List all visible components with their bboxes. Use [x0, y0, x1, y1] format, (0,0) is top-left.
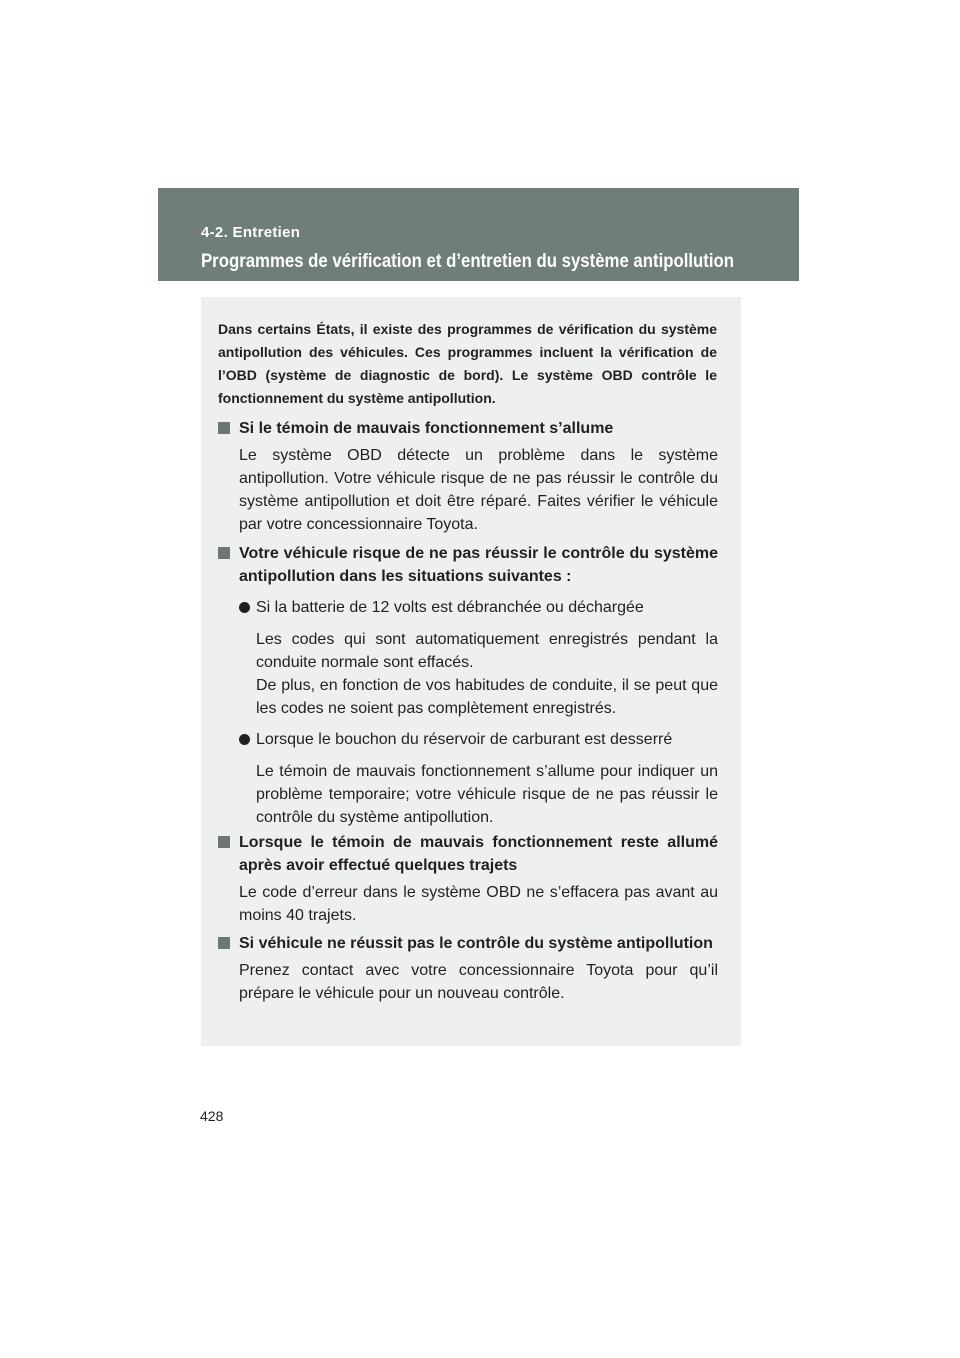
section-heading [218, 417, 718, 440]
section-body: Le code d’erreur dans le système OBD ne s’effacera pas avant au moins 40 trajets. [239, 884, 718, 924]
round-bullet-icon [239, 734, 250, 745]
section-heading-text: Si le témoin de mauvais fonctionnement s’allume [239, 420, 614, 437]
section-heading [218, 542, 718, 588]
section-label: 4-2. Entretien [201, 224, 301, 241]
square-bullet-icon [218, 836, 230, 848]
bullet-text: Les codes qui sont automatiquement enregistrés pendant la conduite normale sont effacés. [256, 631, 718, 671]
section-heading [218, 932, 718, 955]
section-body: Le système OBD détecte un problème dans le système antipollution. Votre véhicule risque de ne pas réussir le contrôle du système antipollution et doit être réparé. Faites vérifier le véhicule par votre concessionnaire Toyota. [239, 447, 718, 533]
bullet-item [218, 728, 718, 751]
bullet-item [218, 596, 718, 619]
section-heading [218, 831, 718, 877]
section-heading-text: Votre véhicule risque de ne pas réussir le contrôle du système antipollution dans les situations suivantes : [239, 545, 718, 585]
square-bullet-icon [218, 937, 230, 949]
section-heading-text: Si véhicule ne réussit pas le contrôle du système antipollution [239, 935, 713, 952]
bullet-text: Le témoin de mauvais fonctionnement s’allume pour indiquer un problème temporaire; votre véhicule risque de ne pas réussir le contrôle du système antipollution. [256, 763, 718, 826]
section-malfunction-lamp [218, 417, 718, 536]
section-lamp-stays-on [218, 831, 718, 927]
page-title: Programmes de vérification et d’entretien du système antipollution [201, 250, 735, 272]
bullet-body [218, 760, 718, 829]
section-failed-inspection [218, 932, 718, 1005]
section-header-bar [158, 188, 799, 281]
bullet-body [218, 628, 718, 720]
round-bullet-icon [239, 602, 250, 613]
intro-paragraph: Dans certains États, il existe des programmes de vérification du système antipollution des véhicules. Ces programmes incluent la vérification de l’OBD (système de diagnostic de bord). Le système OBD contrôle le fonctionnement du système antipollution. [218, 321, 717, 406]
bullet-label: Si la batterie de 12 volts est débranchée ou déchargée [256, 599, 644, 616]
content-box [201, 297, 741, 1046]
square-bullet-icon [218, 547, 230, 559]
section-body: Prenez contact avec votre concessionnaire Toyota pour qu’il prépare le véhicule pour un nouveau contrôle. [239, 962, 718, 1002]
section-failure-situations [218, 542, 718, 829]
bullet-text: De plus, en fonction de vos habitudes de conduite, il se peut que les codes ne soient pas complètement enregistrés. [256, 677, 718, 717]
page-number: 428 [200, 1108, 224, 1124]
square-bullet-icon [218, 422, 230, 434]
section-heading-text: Lorsque le témoin de mauvais fonctionnement reste allumé après avoir effectué quelques trajets [239, 834, 718, 874]
bullet-label: Lorsque le bouchon du réservoir de carburant est desserré [256, 731, 673, 748]
